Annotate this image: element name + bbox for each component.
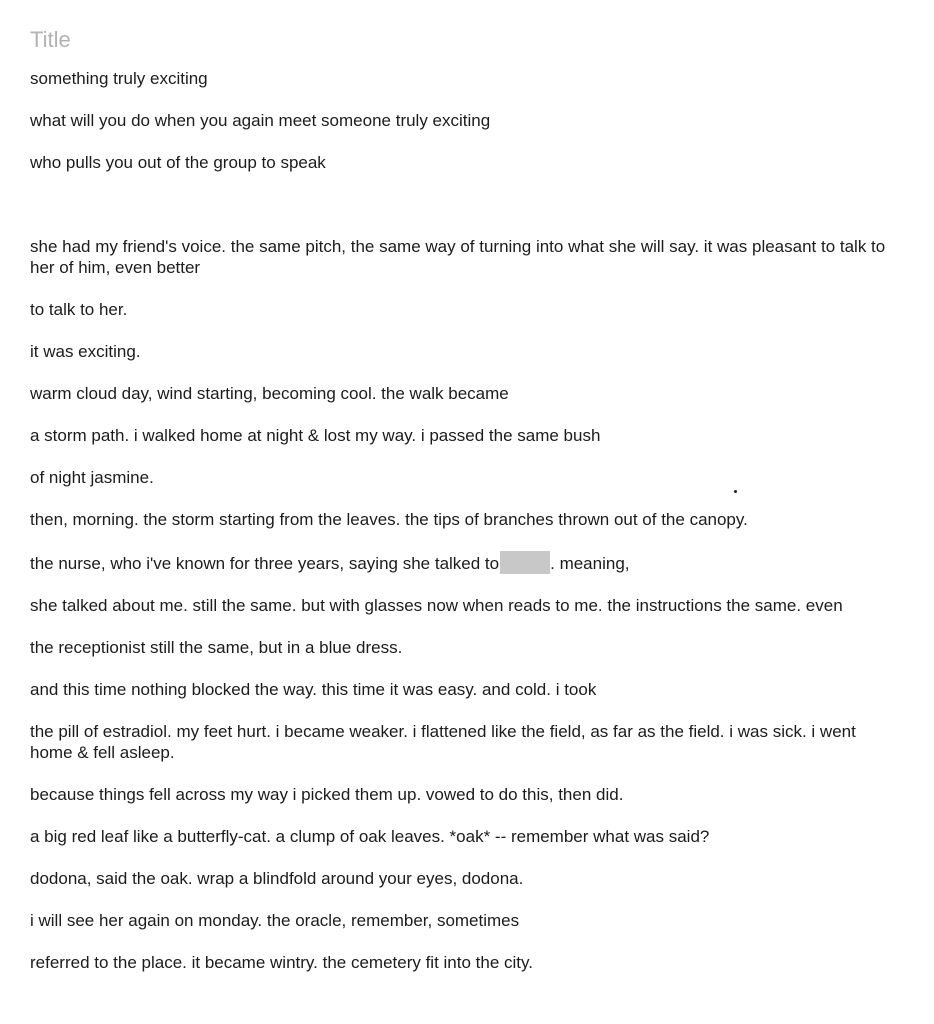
paragraph-19[interactable]: dodona, said the oak. wrap a blindfold around your eyes, dodona. [30, 869, 524, 888]
paragraph-2[interactable]: what will you do when you again meet someone truly exciting [30, 111, 491, 130]
paragraph-16[interactable]: the pill of estradiol. my feet hurt. i became weaker. i flattened like the field, as far as the field. i was sick. i went home & fell asleep. [30, 722, 856, 762]
paragraph-11[interactable]: then, morning. the storm starting from the leaves. the tips of branches thrown out of the canopy. [30, 510, 748, 529]
paragraph-21[interactable]: referred to the place. it became wintry. the cemetery fit into the city. [30, 953, 533, 972]
paragraph-10[interactable]: of night jasmine. [30, 468, 154, 487]
paragraph-3[interactable]: who pulls you out of the group to speak [30, 153, 326, 172]
nurse-line-text: the nurse, who i've known for three years, saying she talked to [30, 554, 500, 573]
paragraph-9[interactable]: a storm path. i walked home at night & lost my way. i passed the same bush [30, 426, 601, 445]
paragraph-8[interactable]: warm cloud day, wind starting, becoming cool. the walk became [30, 384, 509, 403]
nurse-line-suffix: . meaning, [550, 554, 630, 573]
paragraph-7[interactable]: it was exciting. [30, 342, 141, 361]
empty-paragraph[interactable] [30, 194, 900, 215]
stray-dot [734, 490, 737, 493]
paragraph-13[interactable]: she talked about me. still the same. but with glasses now when reads to me. the instructions the same. even [30, 596, 843, 615]
title-field[interactable]: Title [30, 27, 71, 52]
paragraph-14[interactable]: the receptionist still the same, but in a blue dress. [30, 638, 403, 657]
paragraph-17[interactable]: because things fell across my way i picked them up. vowed to do this, then did. [30, 785, 624, 804]
paragraph-nurse[interactable] [30, 551, 900, 574]
note-editor[interactable] [30, 26, 900, 994]
paragraph-6[interactable]: to talk to her. [30, 300, 128, 319]
paragraph-5[interactable]: she had my friend's voice. the same pitch, the same way of turning into what she will say. it was pleasant to talk to her of him, even better [30, 237, 886, 277]
redaction-block [500, 551, 550, 574]
paragraph-20[interactable]: i will see her again on monday. the oracle, remember, sometimes [30, 911, 520, 930]
paragraph-1[interactable]: something truly exciting [30, 69, 208, 88]
paragraph-15[interactable]: and this time nothing blocked the way. this time it was easy. and cold. i took [30, 680, 597, 699]
paragraph-18[interactable]: a big red leaf like a butterfly-cat. a clump of oak leaves. *oak* -- remember what was said? [30, 827, 710, 846]
